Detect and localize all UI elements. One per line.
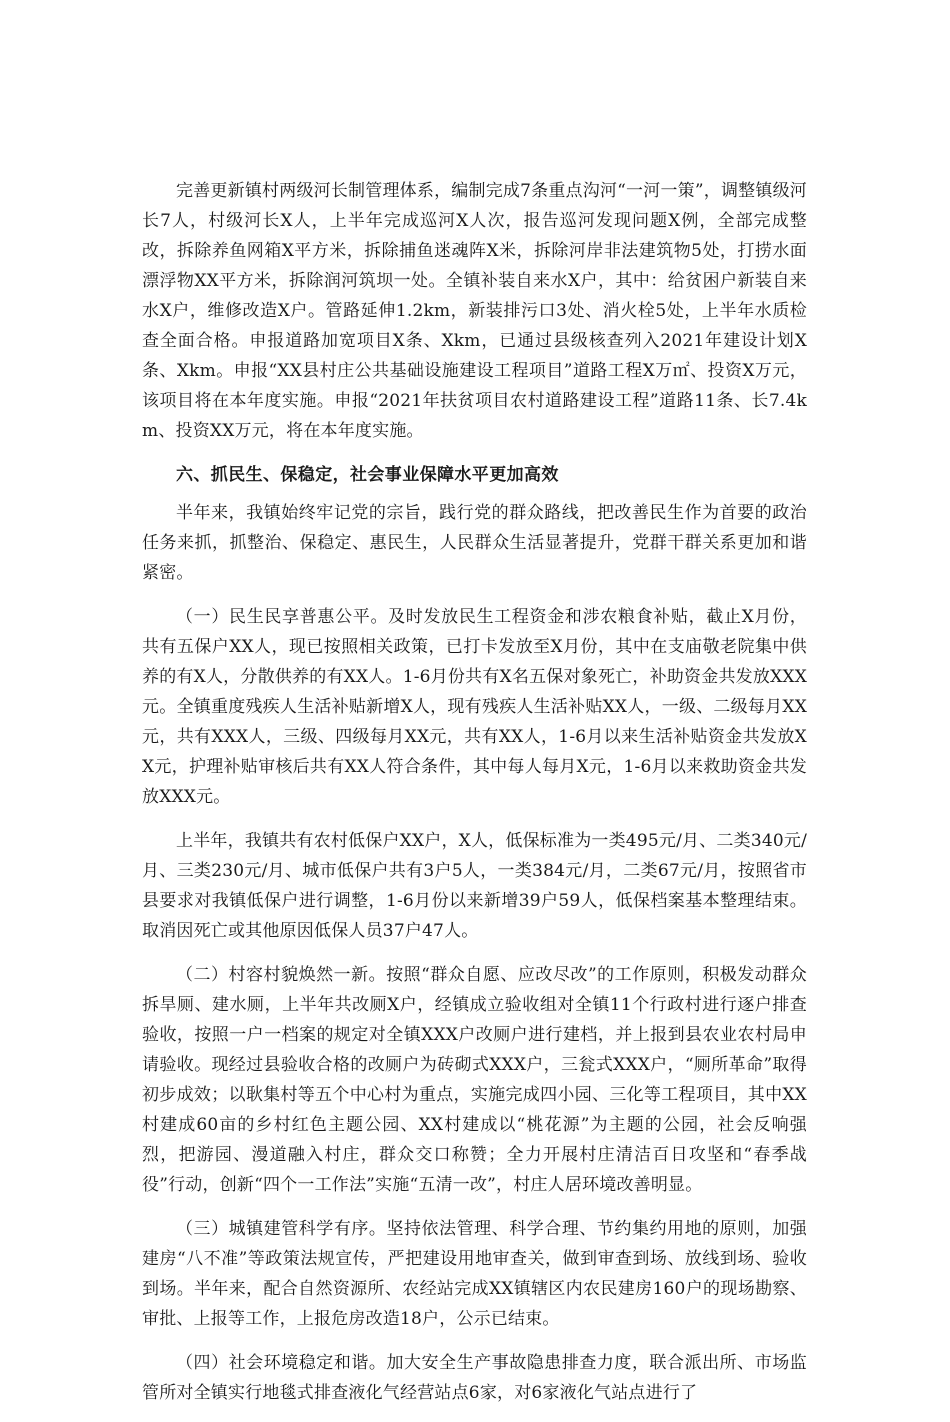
paragraph-livelihood: （一）民生民享普惠公平。及时发放民生工程资金和涉农粮食补贴，截止X月份，共有五保户XX人，现已按照相关政策，已打卡发放至X月份，其中在支庙敬老院集中供养的有X人，分散供养的有XX人。1-6月份共有X名五保对象死亡，补助资金共发放XXX元。全镇重度残疾人生活补贴新增X人，现有残疾人生活补贴XX人，一级、二级每月XX元，共有XXX人，三级、四级每月XX元，共有XX人，1-6月以来生活补贴资金共发放XX元，护理补贴审核后共有XX人符合条件，其中每人每月X元，1-6月以来救助资金共发放XXX元。 bbox=[142, 607, 807, 807]
section-heading-six: 六、抓民生、保稳定，社会事业保障水平更加高效 bbox=[176, 465, 559, 485]
paragraph-minimum-living: 上半年，我镇共有农村低保户XX户，X人，低保标准为一类495元/月、二类340元/月、三类230元/月、城市低保户共有3户5人，一类384元/月，二类67元/月，按照省市县要求对我镇低保户进行调整，1-6月份以来新增39户59人，低保档案基本整理结束。取消因死亡或其他原因低保人员37户47人。 bbox=[142, 831, 807, 941]
paragraph-village-appearance: （二）村容村貌焕然一新。按照“群众自愿、应改尽改”的工作原则，积极发动群众拆旱厕、建水厕，上半年共改厕X户，经镇成立验收组对全镇11个行政村进行逐户排查验收，按照一户一档案的规定对全镇XXX户改厕户进行建档，并上报到县农业农村局申请验收。现经过县验收合格的改厕户为砖砌式XXX户，三瓮式XXX户，“厕所革命”取得初步成效；以耿集村等五个中心村为重点，实施完成四小园、三化等工程项目，其中XX村建成60亩的乡村红色主题公园、XX村建成以“桃花源”为主题的公园，社会反响强烈，把游园、漫道融入村庄，群众交口称赞；全力开展村庄清洁百日攻坚和“春季战役”行动，创新“四个一工作法”实施“五清一改”，村庄人居环境改善明显。 bbox=[142, 965, 807, 1195]
paragraph-social-stability: （四）社会环境稳定和谐。加大安全生产事故隐患排查力度，联合派出所、市场监管所对全镇实行地毯式排查液化气经营站点6家，对6家液化气站点进行了 bbox=[142, 1353, 807, 1403]
paragraph-river-management: 完善更新镇村两级河长制管理体系，编制完成7条重点沟河“一河一策”，调整镇级河长7人，村级河长X人，上半年完成巡河X人次，报告巡河发现问题X例，全部完成整改，拆除养鱼网箱X平方米，拆除捕鱼迷魂阵X米，拆除河岸非法建筑物5处，打捞水面漂浮物XX平方米，拆除润河筑坝一处。全镇补装自来水X户，其中：给贫困户新装自来水X户，维修改造X户。管路延伸1.2km，新装排污口3处、消火栓5处，上半年水质检查全面合格。申报道路加宽项目X条、Xkm，已通过县级核查列入2021年建设计划X条、Xkm。申报“XX县村庄公共基础设施建设工程项目”道路工程X万㎡、投资X万元，该项目将在本年度实施。申报“2021年扶贫项目农村道路建设工程”道路11条、长7.4km、投资XX万元，将在本年度实施。 bbox=[142, 181, 807, 441]
document-page bbox=[142, 176, 807, 1422]
paragraph-urban-construction: （三）城镇建管科学有序。坚持依法管理、科学合理、节约集约用地的原则，加强建房“八不准”等政策法规宣传，严把建设用地审查关，做到审查到场、放线到场、验收到场。半年来，配合自然资源所、农经站完成XX镇辖区内农民建房160户的现场勘察、审批、上报等工作，上报危房改造18户，公示已结束。 bbox=[142, 1219, 807, 1329]
paragraph-intro: 半年来，我镇始终牢记党的宗旨，践行党的群众路线，把改善民生作为首要的政治任务来抓，抓整治、保稳定、惠民生，人民群众生活显著提升，党群干群关系更加和谐紧密。 bbox=[142, 503, 807, 583]
